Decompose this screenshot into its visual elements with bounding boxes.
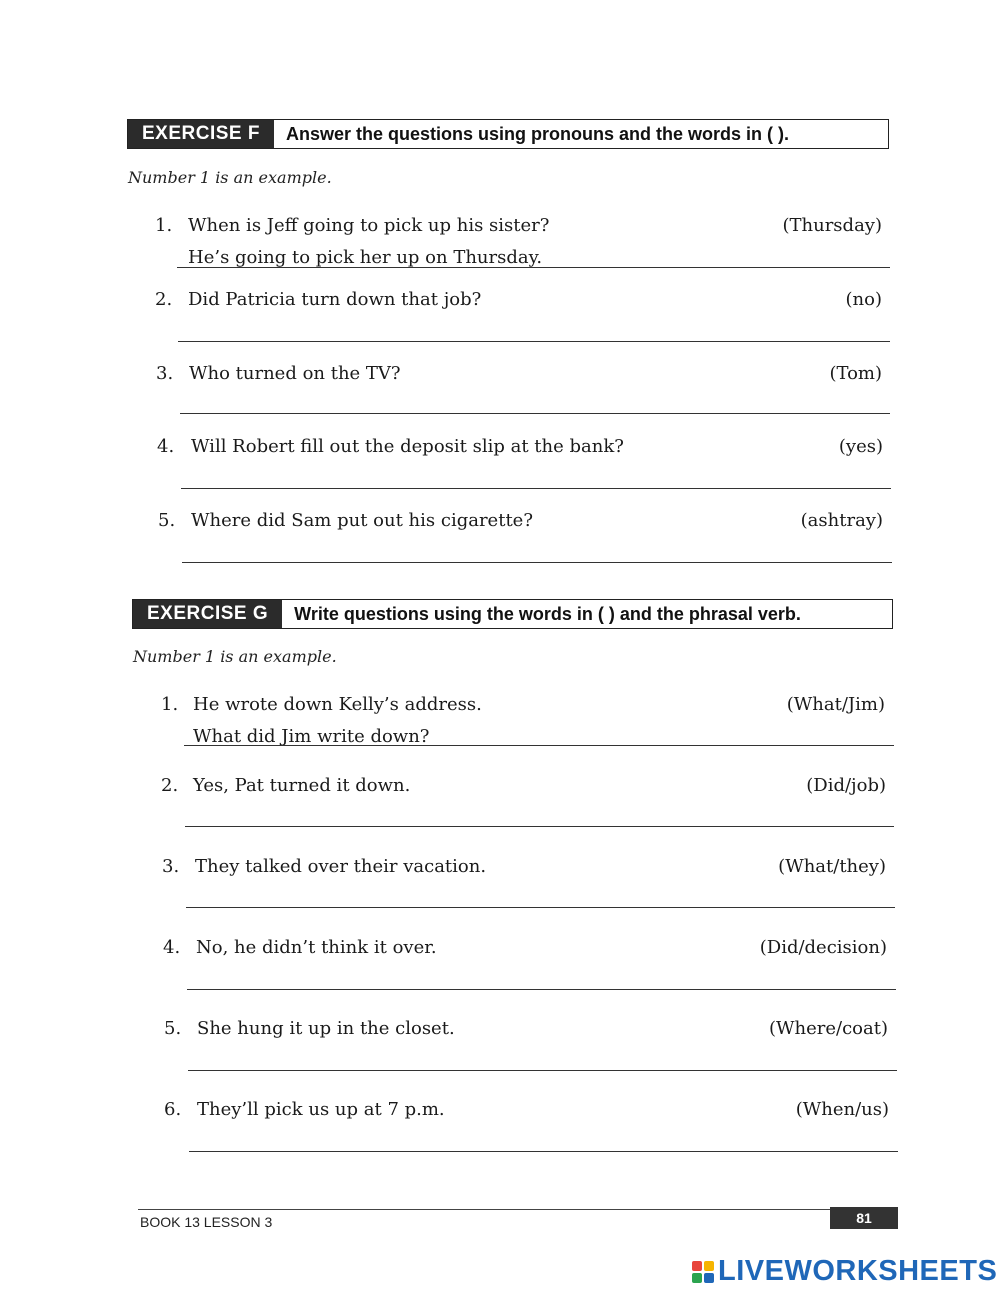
item-question: Where did Sam put out his cigarette?	[191, 510, 533, 531]
exercise-g-title: Write questions using the words in ( ) and the phrasal verb.	[294, 603, 801, 624]
answer-text: What did Jim write down?	[193, 726, 430, 747]
item-prompt: He wrote down Kelly’s address.	[193, 694, 482, 715]
item-number: 1.	[161, 694, 179, 715]
item-number: 5.	[158, 510, 176, 531]
answer-text: He’s going to pick her up on Thursday.	[188, 247, 543, 268]
item-number: 3.	[162, 856, 180, 877]
item-hint: (yes)	[838, 436, 883, 457]
item-hint: (Thursday)	[782, 215, 882, 236]
exercise-f-item	[158, 510, 883, 580]
item-hint: (Did/job)	[806, 775, 886, 796]
item-question: Who turned on the TV?	[189, 363, 401, 384]
logo-square-green	[692, 1273, 702, 1283]
footer-divider	[138, 1209, 898, 1210]
answer-line[interactable]	[186, 907, 895, 908]
exercise-g-note: Number 1 is an example.	[133, 647, 337, 666]
answer-line[interactable]	[177, 267, 890, 268]
footer-book-lesson: BOOK 13 LESSON 3	[140, 1214, 273, 1230]
item-number: 4.	[157, 436, 175, 457]
page-number: 81	[830, 1207, 898, 1229]
exercise-f-item	[155, 215, 882, 285]
exercise-f-title: Answer the questions using pronouns and the words in ( ).	[285, 123, 789, 144]
logo-square-blue	[704, 1273, 714, 1283]
item-hint: (What/Jim)	[786, 694, 885, 715]
item-hint: (When/us)	[795, 1099, 889, 1120]
exercise-g-item	[161, 775, 886, 845]
logo-square-yellow	[704, 1261, 714, 1271]
item-number: 5.	[164, 1018, 182, 1039]
item-question: Will Robert fill out the deposit slip at the bank?	[191, 436, 624, 457]
answer-line[interactable]	[182, 562, 892, 563]
item-prompt: They’ll pick us up at 7 p.m.	[197, 1099, 445, 1120]
exercise-f-item	[155, 289, 882, 359]
exercise-f-item	[156, 363, 882, 433]
answer-line[interactable]	[188, 1070, 897, 1071]
item-prompt: They talked over their vacation.	[195, 856, 487, 877]
exercise-f-tag: EXERCISE F	[128, 120, 274, 148]
exercise-g-item	[161, 694, 885, 764]
item-hint: (ashtray)	[800, 510, 883, 531]
exercise-f-item	[157, 436, 883, 506]
answer-line[interactable]	[189, 1151, 898, 1152]
item-number: 3.	[156, 363, 174, 384]
item-prompt: Yes, Pat turned it down.	[193, 775, 411, 796]
liveworksheets-logo-icon	[692, 1261, 714, 1283]
item-number: 2.	[161, 775, 179, 796]
answer-line[interactable]	[185, 826, 894, 827]
answer-line[interactable]	[181, 488, 891, 489]
item-number: 2.	[155, 289, 173, 310]
item-number: 1.	[155, 215, 173, 236]
item-hint: (Where/coat)	[769, 1018, 888, 1039]
item-prompt: She hung it up in the closet.	[197, 1018, 455, 1039]
item-question: Did Patricia turn down that job?	[188, 289, 482, 310]
exercise-g-item	[164, 1099, 889, 1169]
item-hint: (What/they)	[778, 856, 886, 877]
liveworksheets-wordmark: LIVEWORKSHEETS	[718, 1255, 998, 1287]
exercise-f-note: Number 1 is an example.	[128, 168, 332, 187]
item-question: When is Jeff going to pick up his sister?	[188, 215, 550, 236]
item-hint: (Tom)	[829, 363, 882, 384]
answer-line[interactable]	[184, 745, 894, 746]
item-number: 6.	[164, 1099, 182, 1120]
exercise-g-item	[162, 856, 886, 926]
item-hint: (no)	[845, 289, 882, 310]
exercise-f-header	[127, 119, 889, 149]
liveworksheets-brand[interactable]	[692, 1255, 997, 1288]
exercise-g-tag: EXERCISE G	[133, 600, 282, 628]
answer-line[interactable]	[178, 341, 890, 342]
item-number: 4.	[163, 937, 181, 958]
answer-line[interactable]	[187, 989, 896, 990]
answer-line[interactable]	[180, 413, 890, 414]
exercise-g-header	[132, 599, 893, 629]
item-hint: (Did/decision)	[759, 937, 887, 958]
exercise-g-item	[163, 937, 887, 1007]
item-prompt: No, he didn’t think it over.	[196, 937, 437, 958]
exercise-g-item	[164, 1018, 888, 1088]
logo-square-red	[692, 1261, 702, 1271]
